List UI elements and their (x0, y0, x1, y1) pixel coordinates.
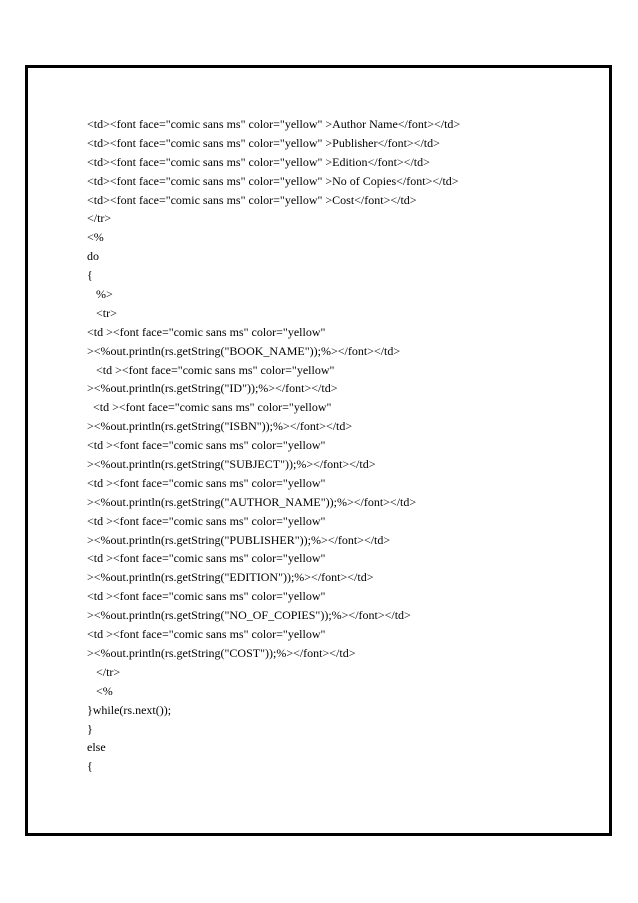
code-line: { (87, 759, 93, 774)
code-line: do (87, 249, 99, 264)
code-line: <td ><font face="comic sans ms" color="yellow" (87, 551, 326, 566)
code-line: ><%out.println(rs.getString("NO_OF_COPIES"));%></font></td> (87, 608, 411, 623)
code-line: else (87, 740, 106, 755)
code-line: <td><font face="comic sans ms" color="yellow" >Author Name</font></td> (87, 117, 461, 131)
code-line: <td ><font face="comic sans ms" color="yellow" (87, 627, 326, 642)
code-line: { (87, 268, 93, 283)
code-line: ><%out.println(rs.getString("BOOK_NAME"));%></font></td> (87, 343, 401, 358)
code-line: <tr> (87, 305, 117, 320)
code-line: <td ><font face="comic sans ms" color="yellow" (87, 513, 326, 528)
code-line: ><%out.println(rs.getString("SUBJECT"));%></font></td> (87, 457, 376, 472)
code-line: <% (87, 230, 104, 245)
code-line: <td><font face="comic sans ms" color="yellow" >Publisher</font></td> (87, 135, 440, 150)
code-line: <td ><font face="comic sans ms" color="yellow" (87, 362, 335, 377)
code-line: <td ><font face="comic sans ms" color="yellow" (87, 324, 326, 339)
code-line: } (87, 721, 93, 736)
code-listing (87, 115, 460, 776)
code-line: <td><font face="comic sans ms" color="yellow" >Edition</font></td> (87, 154, 430, 169)
code-line: ><%out.println(rs.getString("ID"));%></font></td> (87, 381, 338, 396)
code-line: ><%out.println(rs.getString("PUBLISHER"));%></font></td> (87, 532, 391, 547)
code-line: <td><font face="comic sans ms" color="yellow" >No of Copies</font></td> (87, 173, 459, 188)
code-line: <td ><font face="comic sans ms" color="yellow" (87, 589, 326, 604)
code-line: </tr> (87, 211, 112, 226)
code-line: ><%out.println(rs.getString("ISBN"));%></font></td> (87, 419, 353, 434)
code-line: <td><font face="comic sans ms" color="yellow" >Cost</font></td> (87, 192, 417, 207)
code-line: <td ><font face="comic sans ms" color="yellow" (87, 438, 326, 453)
code-line: }while(rs.next()); (87, 702, 172, 717)
code-line: <td ><font face="comic sans ms" color="yellow" (87, 475, 326, 490)
code-line: ><%out.println(rs.getString("AUTHOR_NAME"));%></font></td> (87, 494, 417, 509)
code-line: <% (87, 683, 113, 698)
code-line: </tr> (87, 664, 121, 679)
code-line: ><%out.println(rs.getString("EDITION"));%></font></td> (87, 570, 374, 585)
code-line: <td ><font face="comic sans ms" color="yellow" (87, 400, 332, 415)
code-line: %> (87, 287, 113, 302)
code-line: ><%out.println(rs.getString("COST"));%></font></td> (87, 645, 356, 660)
